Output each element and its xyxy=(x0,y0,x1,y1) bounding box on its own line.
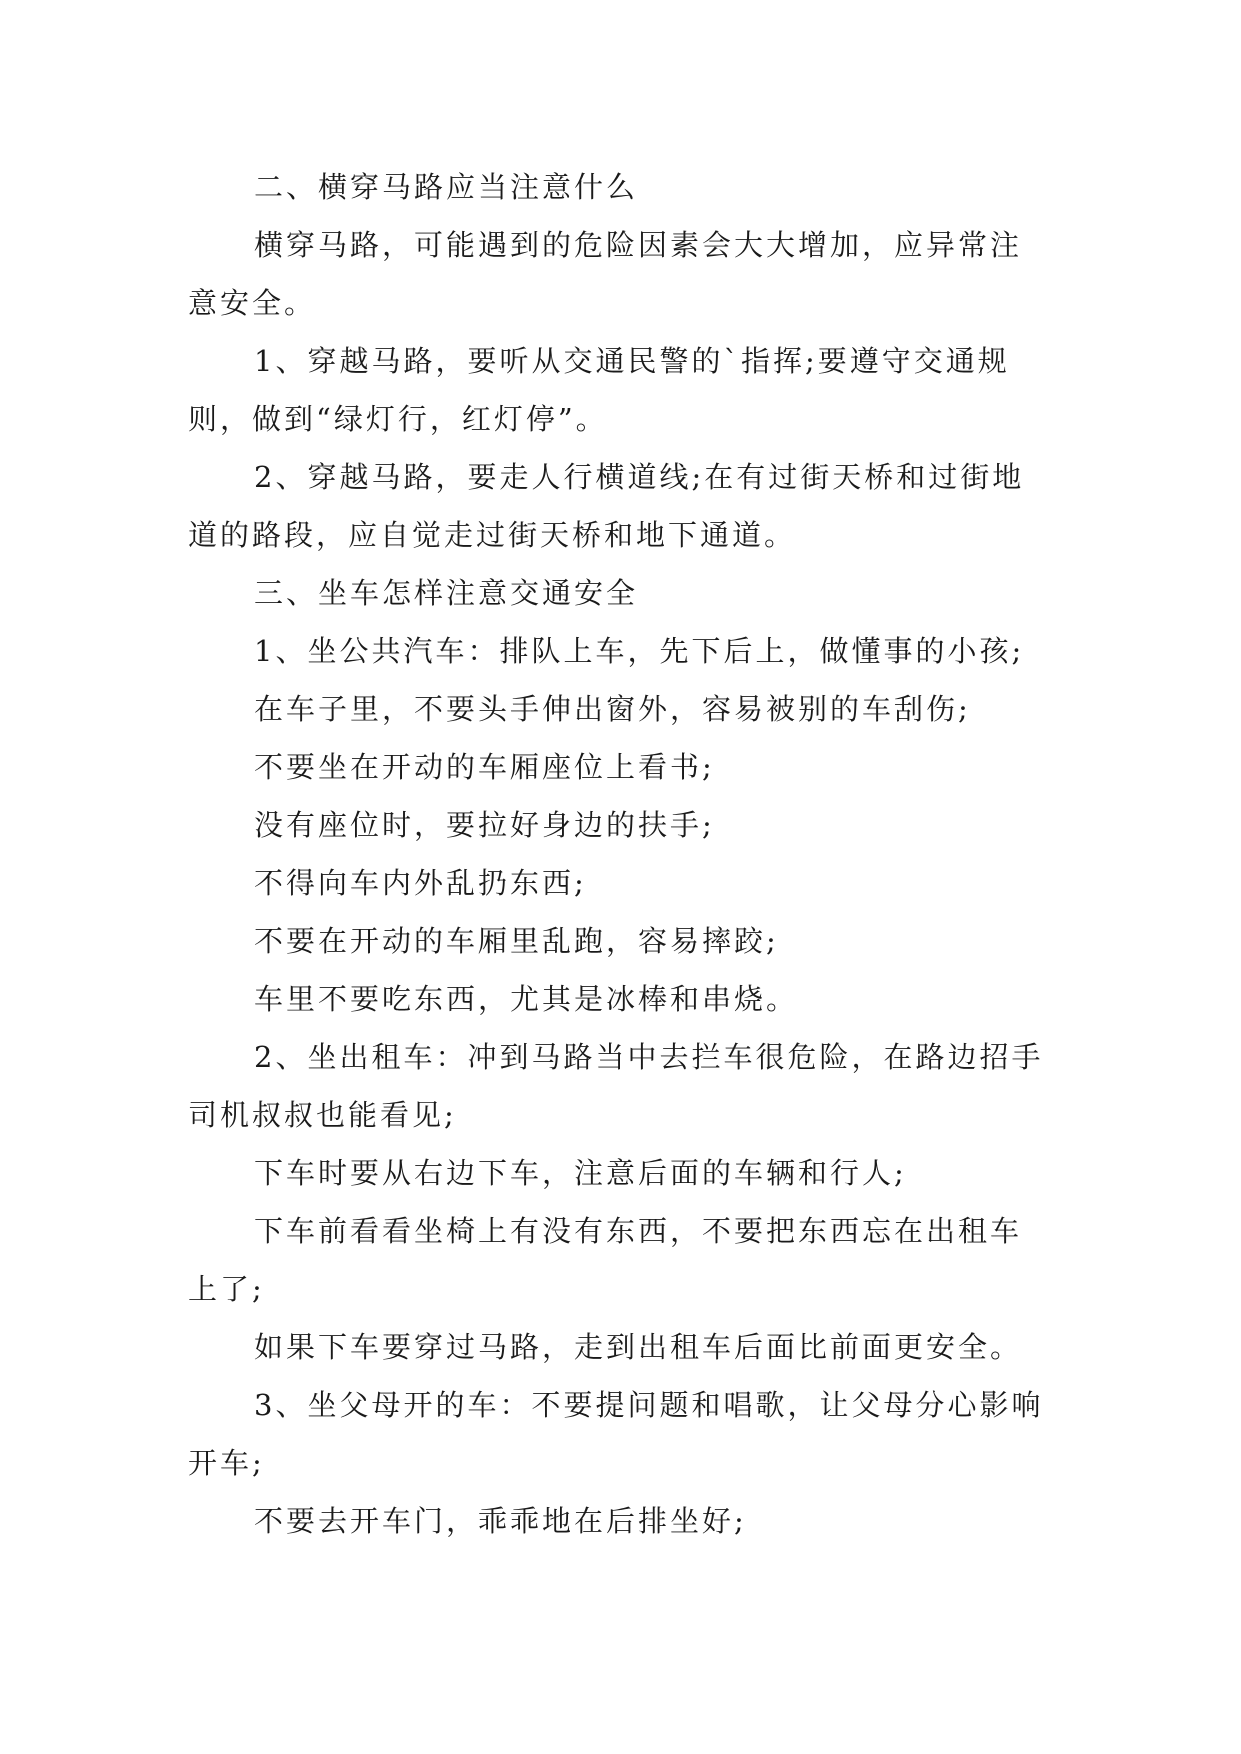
document-body xyxy=(188,158,1050,1550)
paragraph-crossing-rule-2: 2、穿越马路，要走人行横道线;在有过街天桥和过街地道的路段，应自觉走过街天桥和地下通道。 xyxy=(188,460,1025,552)
paragraph-crossing-intro: 横穿马路，可能遇到的危险因素会大大增加，应异常注意安全。 xyxy=(188,228,1023,320)
paragraph-parent-car-rule-2: 不要去开车门，乖乖地在后排坐好; xyxy=(254,1504,747,1538)
paragraph-bus-rule-2: 在车子里，不要头手伸出窗外，容易被别的车刮伤; xyxy=(254,692,971,726)
section-heading-riding-safety: 三、坐车怎样注意交通安全 xyxy=(254,576,639,610)
paragraph-bus-rule-5: 不得向车内外乱扔东西; xyxy=(254,866,587,900)
paragraph-bus-rule-7: 车里不要吃东西，尤其是冰棒和串烧。 xyxy=(254,982,799,1016)
paragraph-bus-rule-6: 不要在开动的车厢里乱跑，容易摔跤; xyxy=(254,924,779,958)
section-heading-crossing-road: 二、横穿马路应当注意什么 xyxy=(254,170,639,204)
paragraph-taxi-rule-4: 如果下车要穿过马路，走到出租车后面比前面更安全。 xyxy=(254,1330,1023,1364)
paragraph-parent-car-rule-1: 3、坐父母开的车：不要提问题和唱歌，让父母分心影响开车; xyxy=(188,1388,1044,1480)
paragraph-taxi-rule-3: 下车前看看坐椅上有没有东西，不要把东西忘在出租车上了; xyxy=(188,1214,1023,1306)
paragraph-taxi-rule-2: 下车时要从右边下车，注意后面的车辆和行人; xyxy=(254,1156,907,1190)
paragraph-bus-rule-3: 不要坐在开动的车厢座位上看书; xyxy=(254,750,715,784)
paragraph-bus-rule-1: 1、坐公共汽车：排队上车，先下后上，做懂事的小孩; xyxy=(254,634,1025,668)
paragraph-bus-rule-4: 没有座位时，要拉好身边的扶手; xyxy=(254,808,715,842)
paragraph-crossing-rule-1: 1、穿越马路，要听从交通民警的`指挥;要遵守交通规则，做到“绿灯行，红灯停”。 xyxy=(188,344,1010,436)
paragraph-taxi-rule-1: 2、坐出租车：冲到马路当中去拦车很危险，在路边招手司机叔叔也能看见; xyxy=(188,1040,1044,1132)
